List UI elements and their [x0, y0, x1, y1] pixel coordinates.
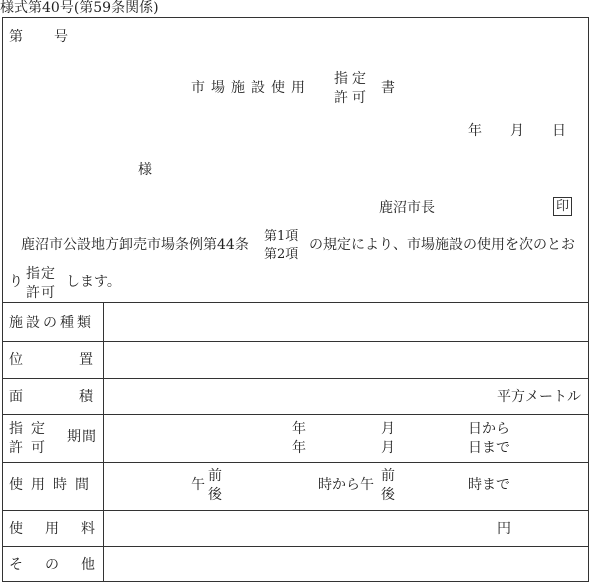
- form-label: 様式第40号(第59条関係): [0, 0, 159, 16]
- clause-choice: [264, 228, 298, 263]
- row-divider: [2, 341, 589, 342]
- row-label-other: そ の 他: [9, 557, 99, 573]
- time-from-label: 時から午: [318, 477, 374, 493]
- row-label-period-suffix: 期間: [67, 429, 97, 445]
- clause-choice-1: 第1項: [264, 229, 299, 244]
- label-column-divider: [103, 302, 104, 582]
- time-start-ampm-choice: [208, 467, 222, 505]
- body-line2-choice: [26, 265, 56, 303]
- period-start-year: 年: [292, 421, 306, 437]
- time-start-prefix: 午: [191, 477, 205, 493]
- row-label-usage-fee: 使 用 料: [9, 521, 99, 537]
- period-end-year: 年: [292, 440, 306, 456]
- row-divider: [2, 546, 589, 547]
- period-end-month: 月: [381, 440, 395, 456]
- form-frame: [2, 17, 589, 582]
- body-text-start: 鹿沼市公設地方卸売市場条例第44条: [21, 237, 249, 253]
- period-choice-designate: 指定: [9, 421, 53, 437]
- time-end-pm: 後: [381, 486, 395, 503]
- time-end-am: 前: [381, 468, 395, 484]
- seal-stamp: 印: [553, 197, 572, 216]
- time-start-pm: 後: [208, 486, 222, 503]
- period-choice-permit: 許可: [9, 439, 53, 456]
- body-line2-end: します。: [66, 274, 121, 290]
- fee-unit: 円: [497, 521, 511, 537]
- issuer-name: 鹿沼市長: [379, 200, 435, 216]
- document-title-suffix: 書: [381, 80, 395, 96]
- line2-choice-permit: 許可: [26, 284, 56, 301]
- clause-choice-2: 第2項: [264, 246, 299, 262]
- row-label-facility-type: 施設の種類: [9, 315, 94, 331]
- body-text-continue: の規定により、市場施設の使用を次のとお: [309, 237, 575, 253]
- period-start-day: 日から: [468, 421, 510, 437]
- document-number-label: 第 号: [9, 29, 69, 45]
- row-label-area: 面 積: [9, 389, 93, 405]
- time-end-ampm-choice: [381, 467, 395, 505]
- row-divider: [2, 378, 589, 379]
- area-unit: 平方メートル: [497, 389, 581, 405]
- addressee-suffix: 様: [138, 162, 152, 178]
- title-choice-designate: 指定: [334, 71, 370, 87]
- document-title-prefix: 市場施設使用: [191, 80, 311, 96]
- period-start-month: 月: [381, 421, 395, 437]
- time-to-label: 時まで: [468, 477, 510, 493]
- title-choice-permit: 許可: [334, 89, 370, 106]
- row-label-location: 位 置: [9, 352, 93, 368]
- body-line2-start: り: [9, 274, 23, 290]
- row-label-usage-time: 使用時間: [9, 477, 97, 493]
- document-title-choice: [334, 70, 370, 108]
- row-label-period-choice: [9, 420, 53, 458]
- issue-date-line: 年 月 日: [468, 123, 566, 139]
- line2-choice-designate: 指定: [26, 266, 56, 282]
- row-divider: [2, 414, 589, 415]
- row-divider: [2, 462, 589, 463]
- time-start-am: 前: [208, 468, 222, 484]
- period-end-day: 日まで: [468, 440, 510, 456]
- row-divider: [2, 510, 589, 511]
- table-top-border: [2, 302, 589, 303]
